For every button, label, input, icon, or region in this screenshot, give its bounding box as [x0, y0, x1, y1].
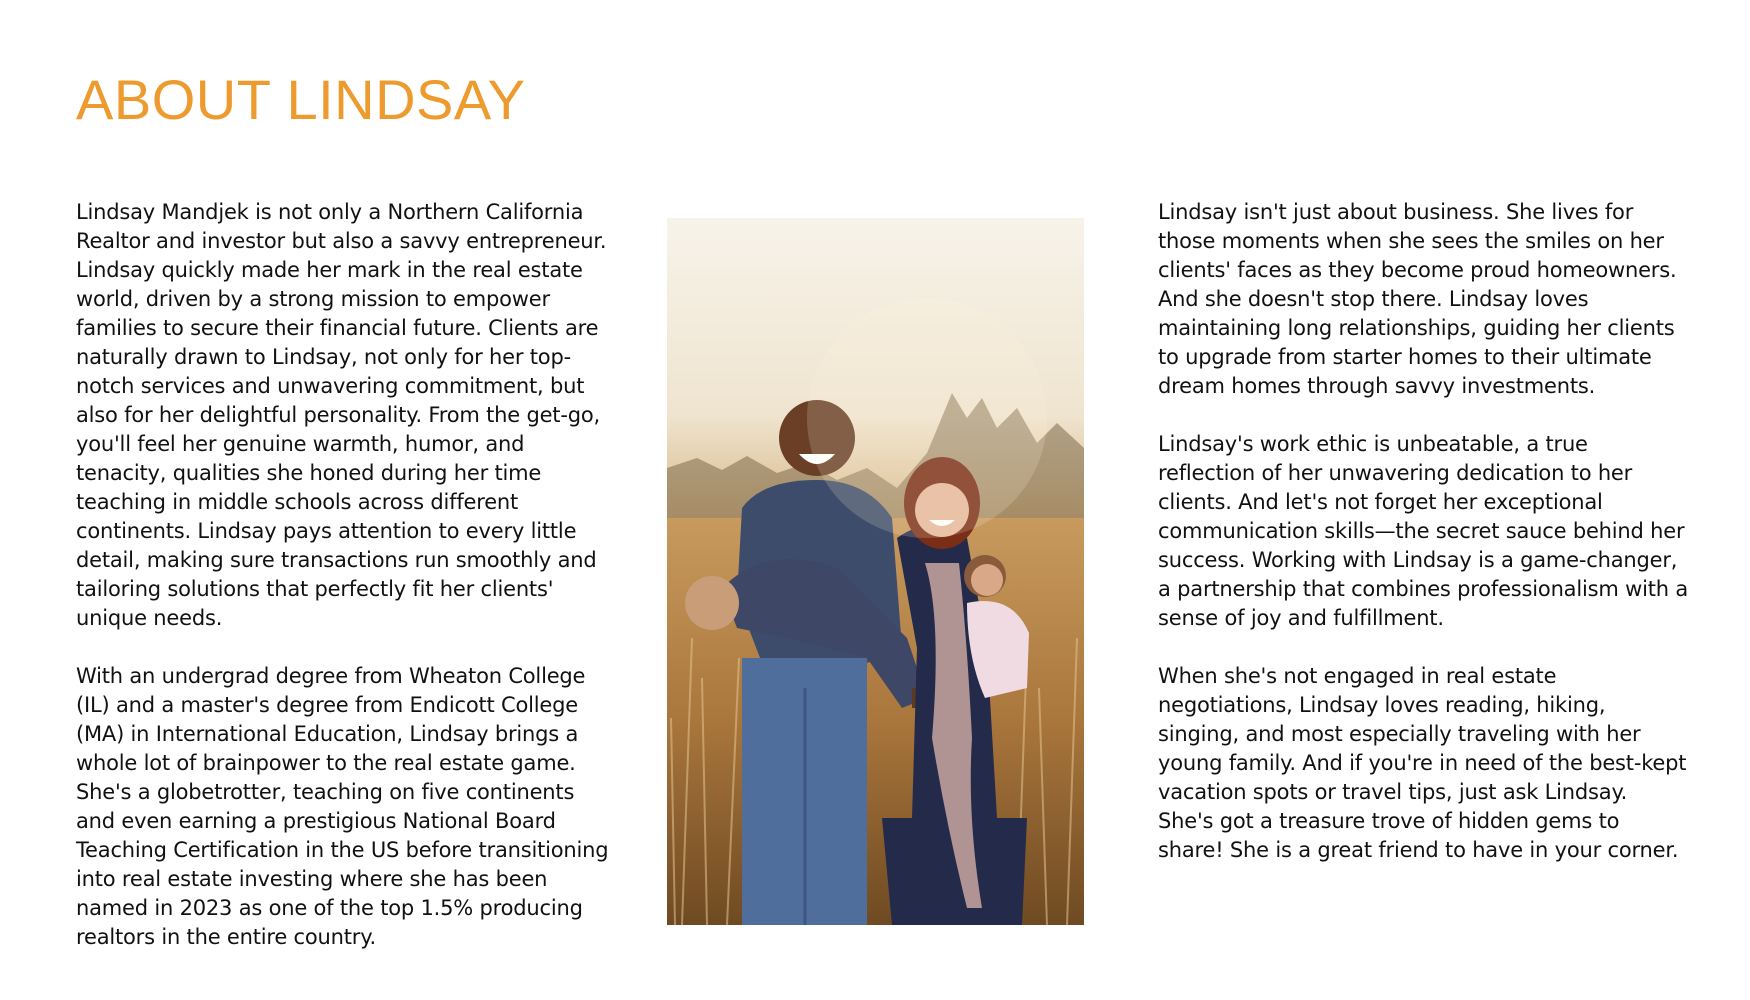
bio-paragraph: Lindsay's work ethic is unbeatable, a true reflection of her unwavering dedication to her clients. And let's not forget her exceptional communication skills—the secret sauce behind her success. Working with Lindsay is a game-changer, a partnership that combines professionalism with a sense of joy and fulfillment.: [1158, 432, 1688, 630]
bio-paragraph: Lindsay Mandjek is not only a Northern California Realtor and investor but also a savvy entrepreneur. Lindsay quickly made her mark in the real estate world, driven by a strong mission to empower families to secure their financial future. Clients are naturally drawn to Lindsay, not only for her top-notch services and unwavering commitment, but also for her delightful personality. From the get-go, you'll feel her genuine warmth, humor, and tenacity, qualities she honed during her time teaching in middle schools across different continents. Lindsay pays attention to every little detail, making sure transactions run smoothly and tailoring solutions that perfectly fit her clients' unique needs.: [76, 200, 607, 630]
left-text-column: [76, 198, 616, 981]
page-title: ABOUT LINDSAY: [76, 68, 526, 131]
bio-paragraph: With an undergrad degree from Wheaton College (IL) and a master's degree from Endicott College (MA) in International Education, Lindsay brings a whole lot of brainpower to the real estate game. She's a globetrotter, teaching on five continents and even earning a prestigious National Board Teaching Certification in the US before transitioning into real estate investing where she has been named in 2023 as one of the top 1.5% producing realtors in the entire country.: [76, 664, 609, 949]
right-text-column: [1158, 198, 1688, 894]
bio-paragraph: When she's not engaged in real estate negotiations, Lindsay loves reading, hiking, singing, and most especially traveling with her young family. And if you're in need of the best-kept vacation spots or travel tips, just ask Lindsay. She's got a treasure trove of hidden gems to share! She is a great friend to have in your corner.: [1158, 664, 1687, 862]
family-photo: [667, 218, 1084, 925]
bio-paragraph: Lindsay isn't just about business. She lives for those moments when she sees the smiles on her clients' faces as they become proud homeowners. And she doesn't stop there. Lindsay loves maintaining long relationships, guiding her clients to upgrade from starter homes to their ultimate dream homes through savvy investments.: [1158, 200, 1677, 398]
